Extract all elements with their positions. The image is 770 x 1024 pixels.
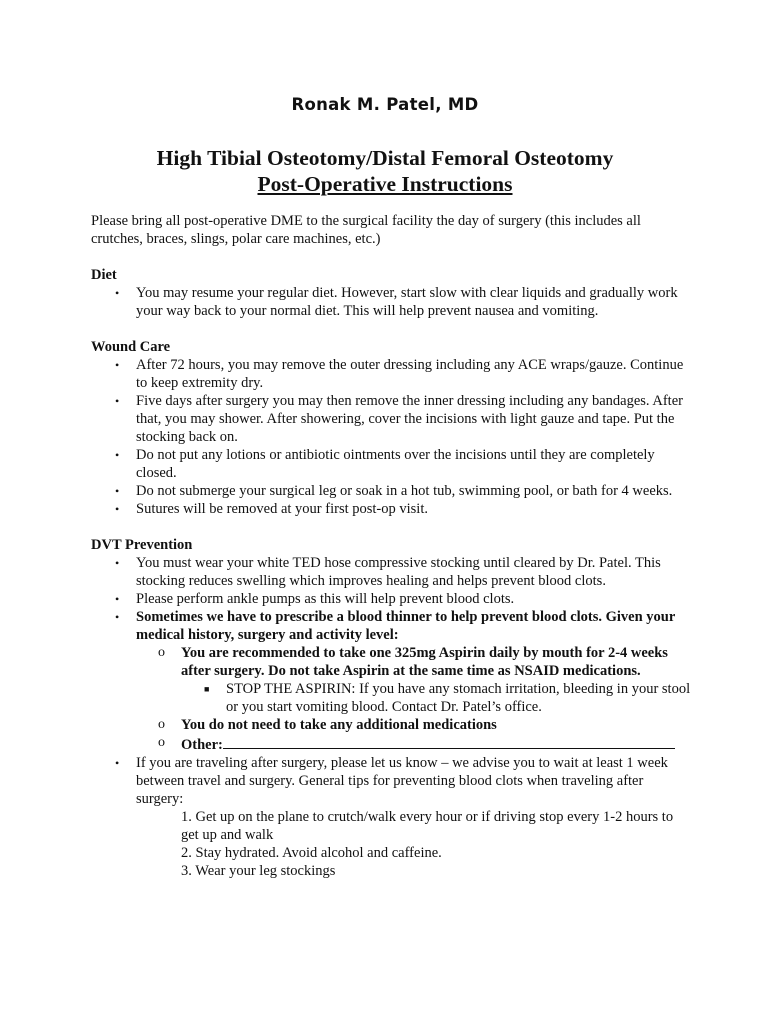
bullet-icon: • bbox=[115, 448, 120, 462]
option-none bbox=[136, 716, 691, 734]
bullet-icon: • bbox=[115, 592, 120, 606]
option-text: You do not need to take any additional medications bbox=[181, 717, 497, 733]
aspirin-warning-list bbox=[181, 680, 691, 716]
list-item bbox=[91, 356, 691, 392]
list-item-text: Do not submerge your surgical leg or soak in a hot tub, swimming pool, or bath for 4 weeks. bbox=[136, 483, 673, 499]
list-item bbox=[91, 392, 691, 446]
tip-item: 1. Get up on the plane to crutch/walk every hour or if driving stop every 1-2 hours to get up and walk bbox=[181, 809, 674, 843]
circle-bullet-icon: o bbox=[158, 645, 165, 660]
travel-tips bbox=[136, 808, 691, 880]
bullet-icon: • bbox=[115, 502, 120, 516]
list-item bbox=[91, 500, 691, 518]
document-title: High Tibial Osteotomy/Distal Femoral Osteotomy bbox=[156, 146, 614, 170]
document-body bbox=[91, 212, 691, 880]
list-item bbox=[91, 590, 691, 608]
list-item-text: Sometimes we have to prescribe a blood thinner to help prevent blood clots. Given your medical history, surgery and activity level: bbox=[136, 609, 676, 643]
circle-bullet-icon: o bbox=[158, 717, 165, 732]
list-item bbox=[91, 284, 691, 320]
option-text: You are recommended to take one 325mg Aspirin daily by mouth for 2-4 weeks after surgery. Do not take Aspirin at the same time as NSAID medications. bbox=[181, 645, 668, 679]
wound-care-list bbox=[91, 356, 691, 518]
list-item-text: You may resume your regular diet. However, start slow with clear liquids and gradually work your way back to your normal diet. This will help prevent nausea and vomiting. bbox=[136, 285, 678, 319]
option-aspirin bbox=[136, 644, 691, 716]
bullet-icon: • bbox=[115, 556, 120, 570]
bullet-icon: • bbox=[115, 756, 120, 770]
bullet-icon: • bbox=[115, 484, 120, 498]
bullet-icon: • bbox=[115, 286, 120, 300]
intro-paragraph: Please bring all post-operative DME to the surgical facility the day of surgery (this includes all crutches, braces, slings, polar care machines, etc.) bbox=[91, 213, 641, 247]
circle-bullet-icon: o bbox=[158, 735, 165, 750]
spacer bbox=[91, 518, 691, 536]
list-item-text: If you are traveling after surgery, please let us know – we advise you to wait at least 1 week between travel and surgery. General tips for preventing blood clots when traveling after surgery: bbox=[136, 755, 668, 807]
warning-text: STOP THE ASPIRIN: If you have any stomach irritation, bleeding in your stool or you start vomiting blood. Contact Dr. Patel’s office. bbox=[226, 681, 691, 715]
spacer bbox=[91, 248, 691, 266]
list-item bbox=[91, 482, 691, 500]
diet-list bbox=[91, 284, 691, 320]
bullet-icon: • bbox=[115, 394, 120, 408]
list-item-text: Five days after surgery you may then remove the inner dressing including any bandages. After that, you may shower. After showering, cover the incisions with light gauze and tape. Put the stocking back on. bbox=[136, 393, 683, 445]
document-subtitle bbox=[0, 172, 770, 197]
list-item bbox=[181, 680, 691, 716]
list-item bbox=[91, 446, 691, 482]
list-item-text: Please perform ankle pumps as this will help prevent blood clots. bbox=[136, 591, 515, 607]
list-item bbox=[91, 554, 691, 590]
list-item-text: Sutures will be removed at your first post-op visit. bbox=[136, 501, 428, 517]
option-text: Other: bbox=[181, 737, 223, 753]
subtitle-text: Post-Operative Instructions bbox=[257, 172, 513, 196]
dvt-list bbox=[91, 554, 691, 880]
medication-options bbox=[136, 644, 691, 754]
spacer bbox=[91, 320, 691, 338]
bullet-icon: • bbox=[115, 610, 120, 624]
square-bullet-icon: ■ bbox=[204, 684, 210, 694]
list-item-text: After 72 hours, you may remove the outer dressing including any ACE wraps/gauze. Continue to keep extremity dry. bbox=[136, 357, 684, 391]
section-heading-wound-care: Wound Care bbox=[91, 339, 171, 355]
bullet-icon: • bbox=[115, 358, 120, 372]
section-heading-dvt: DVT Prevention bbox=[91, 537, 193, 553]
list-item bbox=[91, 608, 691, 754]
list-item bbox=[91, 754, 691, 880]
option-other bbox=[136, 734, 691, 754]
list-item-text: You must wear your white TED hose compressive stocking until cleared by Dr. Patel. This stocking reduces swelling which improves healing and helps prevent blood clots. bbox=[136, 555, 661, 589]
other-blank-line[interactable] bbox=[223, 734, 675, 749]
list-item-text: Do not put any lotions or antibiotic ointments over the incisions until they are completely closed. bbox=[136, 447, 655, 481]
section-heading-diet: Diet bbox=[91, 267, 117, 283]
tip-item: 3. Wear your leg stockings bbox=[181, 863, 336, 879]
doctor-name: Ronak M. Patel, MD bbox=[291, 95, 479, 114]
tip-item: 2. Stay hydrated. Avoid alcohol and caffeine. bbox=[181, 845, 442, 861]
